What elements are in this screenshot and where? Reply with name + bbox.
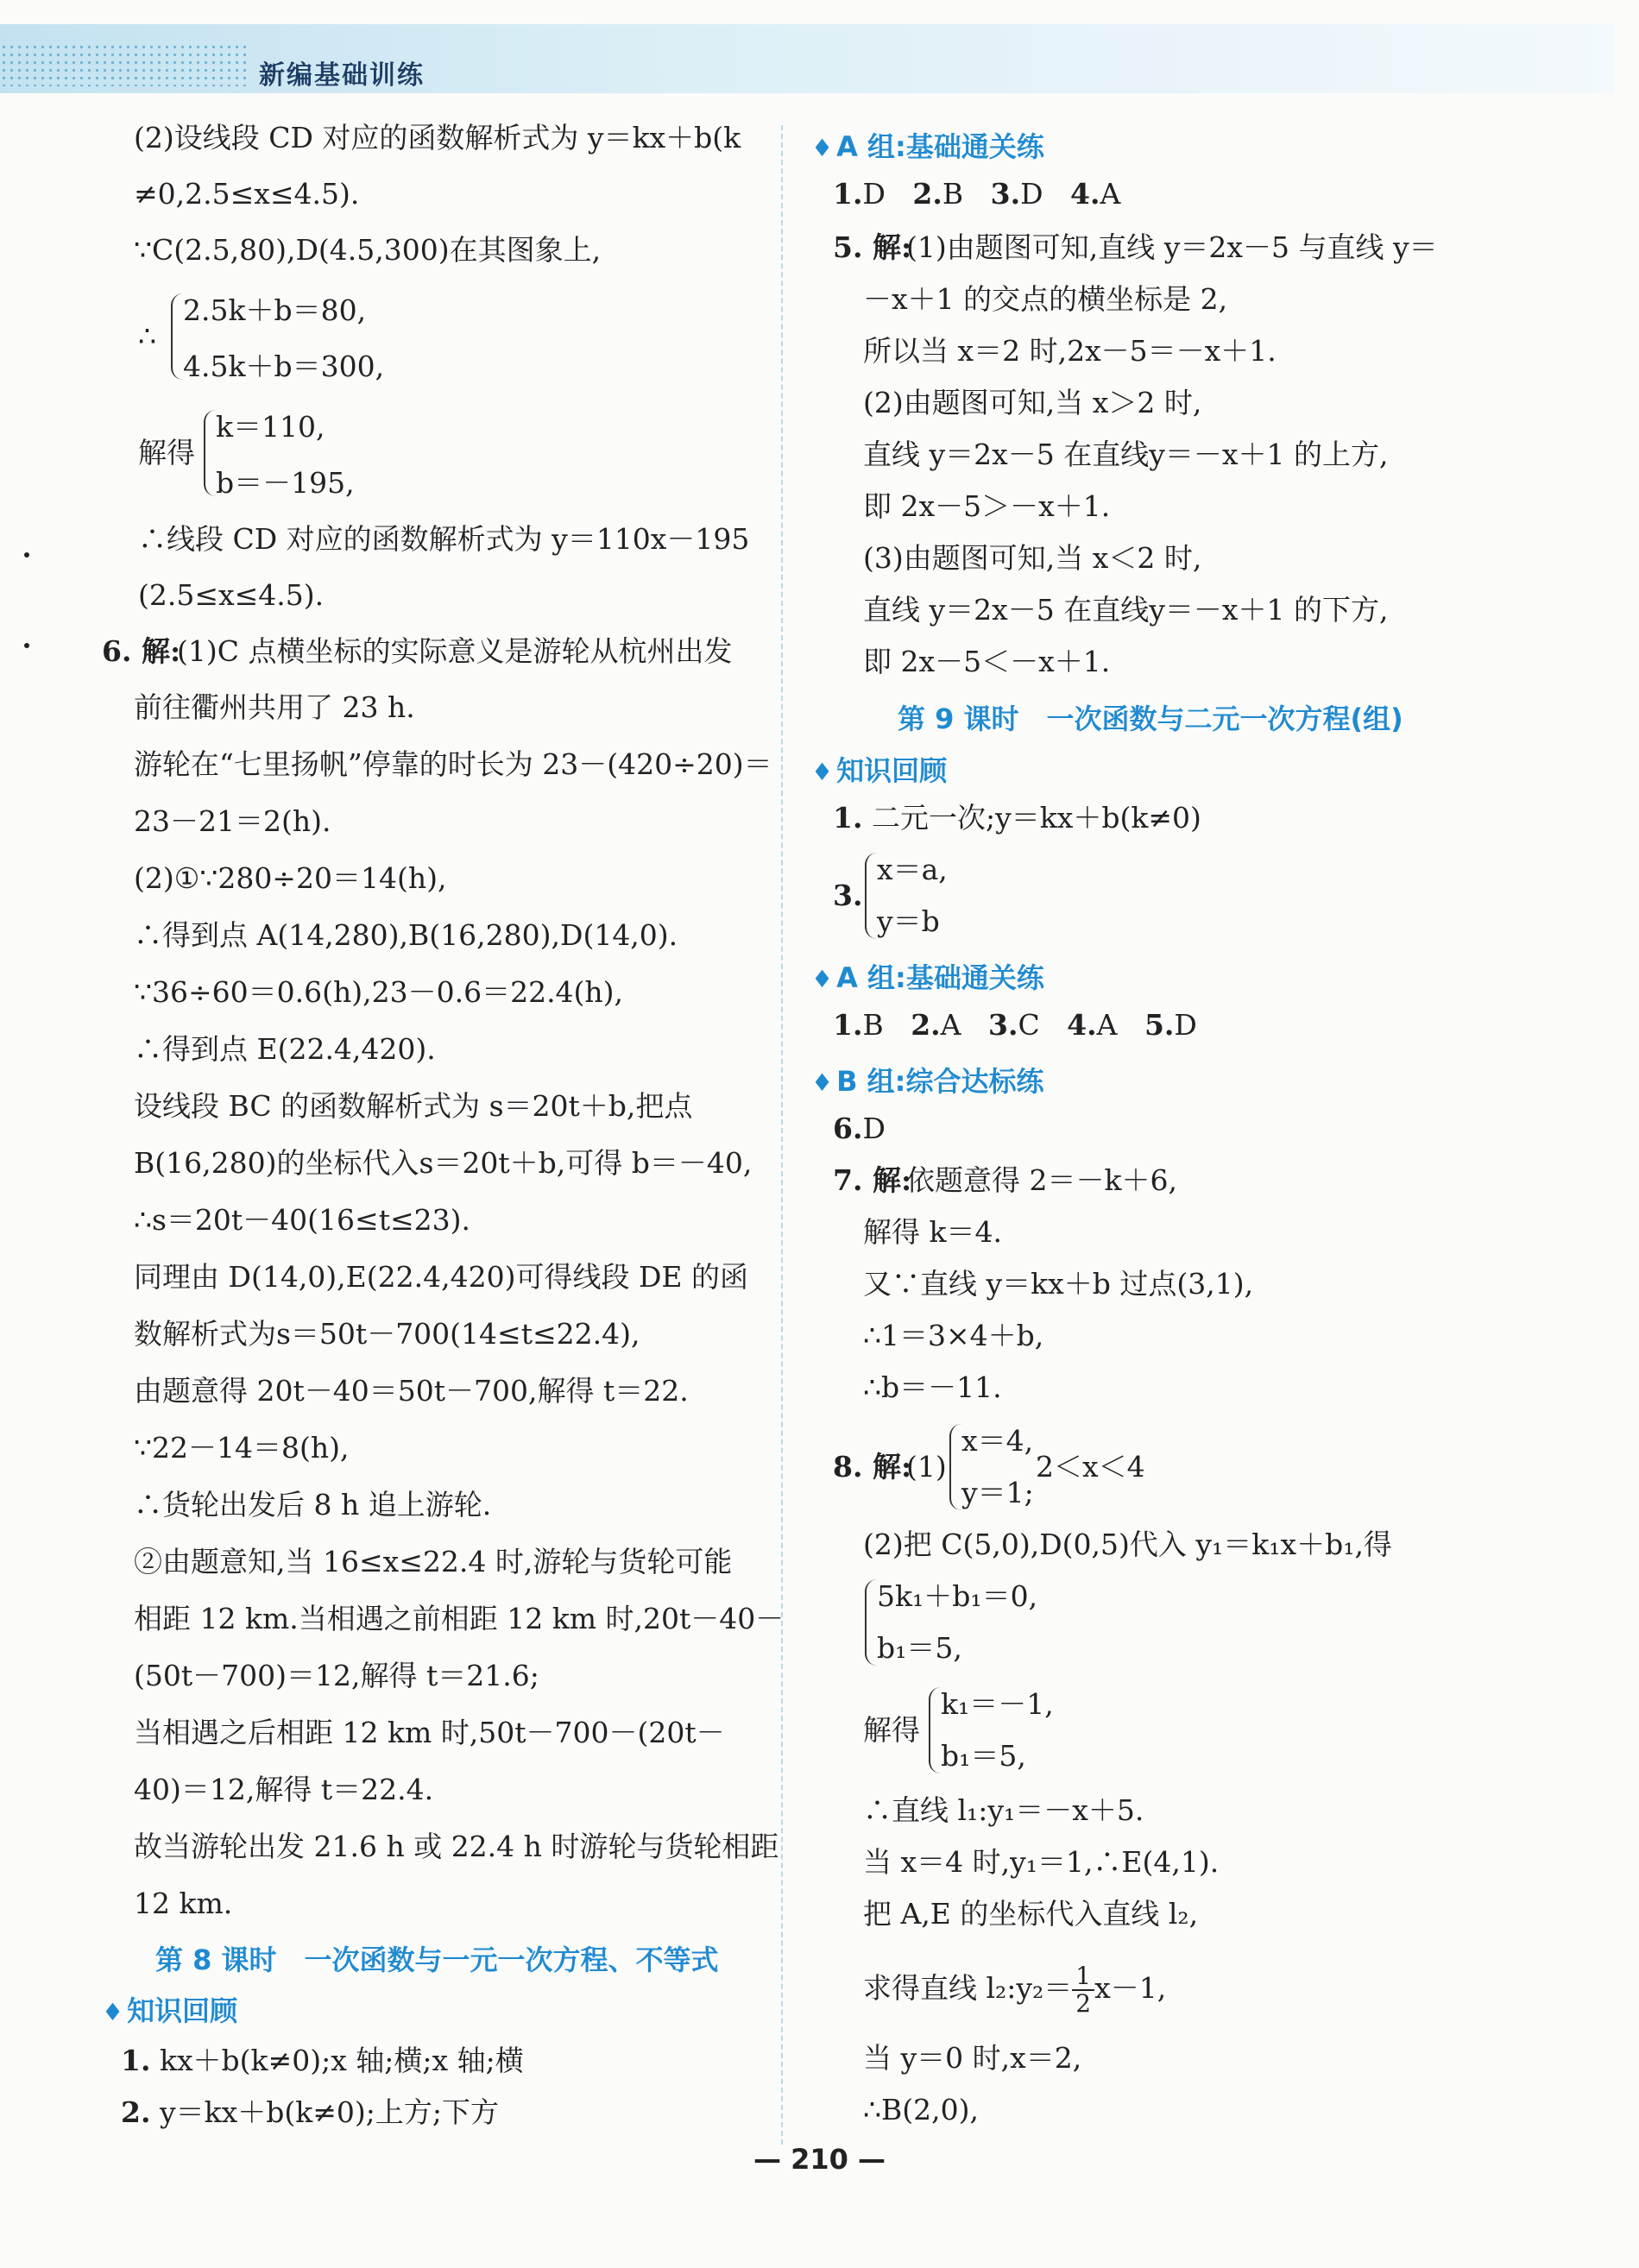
text-line: ∴线段 CD 对应的函数解析式为 y＝110x－195 (138, 522, 750, 556)
diamond-icon: ♦ (811, 965, 834, 993)
text-line: (2)由题图可知,当 x＞2 时, (863, 386, 1202, 419)
equation-line: 5k₁＋b₁＝0, (877, 1579, 1038, 1613)
solve-label: 解得 (138, 436, 195, 469)
fraction-denominator: 2 (1075, 1989, 1092, 2018)
equation-line: k＝110, (216, 410, 325, 444)
text-line (863, 1963, 1166, 2017)
equation-line: x＝a, (877, 853, 948, 886)
text-line: 由题意得 20t－40＝50t－700,解得 t＝22. (134, 1374, 689, 1408)
text-line: 同理由 D(14,0),E(22.4,420)可得线段 DE 的函 (134, 1260, 748, 1294)
text-line: 前往衢州共用了 23 h. (134, 690, 415, 724)
item-number: 5. (1144, 1008, 1175, 1042)
item-number: 2. (911, 1008, 941, 1042)
answer: B (942, 177, 964, 211)
answer: C (1018, 1008, 1040, 1042)
answer: D (1020, 177, 1043, 211)
item-number: 3. (990, 177, 1021, 211)
section-title (811, 956, 1044, 996)
item-text: kx＋b(k≠0);x 轴;横;x 轴;横 (159, 2044, 524, 2077)
text-segment: x－1, (1094, 1971, 1167, 2005)
therefore-symbol: ∴ (138, 319, 156, 353)
text-line: 12 km. (134, 1887, 233, 1920)
item-number: 3. (987, 1008, 1018, 1042)
text-line: ②由题意知,当 16≤x≤22.4 时,游轮与货轮可能 (134, 1545, 733, 1578)
margin-dot (24, 552, 29, 558)
equation-line: y＝1; (961, 1476, 1034, 1509)
diamond-icon: ♦ (811, 134, 834, 162)
equation-line: 4.5k＋b＝300, (183, 350, 385, 383)
equation-line: b₁＝5, (941, 1739, 1026, 1773)
item-number: 2. (912, 177, 942, 211)
text-line: (2.5≤x≤4.5). (138, 578, 325, 612)
question-number: 6. 解: (102, 634, 181, 668)
text-line: ∴1＝3×4＋b, (863, 1319, 1044, 1352)
text-segment: 求得直线 l₂:y₂＝ (863, 1971, 1073, 2005)
text-line: (2)把 C(5,0),D(0,5)代入 y₁＝k₁x＋b₁,得 (863, 1528, 1392, 1561)
section-label: A 组:基础通关练 (836, 130, 1044, 163)
text-line: 依题意得 2＝－k＋6, (906, 1163, 1177, 1197)
lesson-title: 第 9 课时 一次函数与二元一次方程(组) (898, 702, 1403, 735)
equation-line: k₁＝－1, (941, 1687, 1054, 1721)
text-line: ∴b＝－11. (863, 1370, 1002, 1404)
item-number: 3. (833, 879, 863, 912)
list-item (833, 801, 1201, 835)
lesson-title: 第 8 课时 一次函数与一元一次方程、不等式 (155, 1944, 719, 1976)
text-line: (50t－700)＝12,解得 t＝21.6; (134, 1659, 539, 1692)
item-number: 1. (833, 801, 863, 835)
text-line: 游轮在“七里扬帆”停靠的时长为 23－(420÷20)＝ (134, 747, 772, 781)
header-title: 新编基础训练 (259, 60, 425, 91)
fraction-numerator: 1 (1072, 1963, 1094, 1991)
equation-line: x＝4, (961, 1424, 1034, 1458)
section-title (811, 1060, 1043, 1099)
answer: D (862, 1112, 886, 1145)
text-line: －x＋1 的交点的横坐标是 2, (863, 282, 1228, 316)
item-text: y＝kx＋b(k≠0);上方;下方 (159, 2095, 499, 2129)
text-line: ∴货轮出发后 8 h 追上游轮. (134, 1488, 492, 1521)
header-dots (0, 43, 250, 86)
text-line: 40)＝12,解得 t＝22.4. (134, 1773, 434, 1806)
answer-row (833, 177, 1120, 211)
text-line: (3)由题图可知,当 x＜2 时, (863, 541, 1202, 575)
column-divider (781, 125, 783, 2145)
answer: D (862, 177, 886, 211)
text-line: 2＜x＜4 (1036, 1450, 1145, 1484)
margin-dot (24, 643, 29, 648)
text-line: 所以当 x＝2 时,2x－5＝－x＋1. (863, 334, 1277, 368)
text-line: 又∵直线 y＝kx＋b 过点(3,1), (863, 1267, 1254, 1301)
diamond-icon: ♦ (102, 1998, 124, 2026)
diamond-icon: ♦ (811, 758, 834, 786)
text-line: 故当游轮出发 21.6 h 或 22.4 h 时游轮与货轮相距 (134, 1830, 779, 1863)
text-line: B(16,280)的坐标代入s＝20t＋b,可得 b＝－40, (134, 1146, 753, 1180)
fraction (1072, 1963, 1094, 2017)
equation-line: b₁＝5, (877, 1631, 962, 1665)
item-text: 二元一次;y＝kx＋b(k≠0) (871, 801, 1201, 835)
answer: A (940, 1008, 961, 1042)
item-number: 1. (121, 2044, 151, 2077)
section-label: 知识回顾 (127, 1994, 238, 2027)
text-line: ∵C(2.5,80),D(4.5,300)在其图象上, (134, 233, 602, 267)
text-line: ∴s＝20t－40(16≤t≤23). (134, 1203, 470, 1237)
equation-line: b＝－195, (216, 466, 355, 500)
item-number: 4. (1067, 1008, 1097, 1042)
text-line: 当 x＝4 时,y₁＝1,∴E(4,1). (863, 1845, 1220, 1879)
text-line: ∴直线 l₁:y₁＝－x＋5. (863, 1793, 1144, 1827)
text-line: 直线 y＝2x－5 在直线y＝－x＋1 的下方, (863, 593, 1389, 627)
answer: A (1096, 1008, 1118, 1042)
equation-line: y＝b (877, 904, 940, 938)
text-line: 解得 k＝4. (863, 1215, 1002, 1249)
item-number: 2. (121, 2095, 151, 2129)
solve-label: 解得 (863, 1713, 920, 1747)
text-line: 当 y＝0 时,x＝2, (863, 2041, 1082, 2075)
page-number: — 210 — (753, 2143, 886, 2176)
section-title (811, 125, 1044, 165)
item-number: 6. (833, 1112, 863, 1145)
item-number: 1. (833, 1008, 863, 1042)
question-number: 5. 解: (833, 230, 912, 264)
text-line: 23－21＝2(h). (134, 804, 331, 838)
text-line: (1)C 点横坐标的实际意义是游轮从杭州出发 (177, 634, 733, 668)
text-line: 相距 12 km.当相遇之前相距 12 km 时,20t－40－ (134, 1602, 785, 1635)
section-label: A 组:基础通关练 (836, 961, 1044, 994)
text-line: ∵22－14＝8(h), (134, 1431, 350, 1465)
question-number: 8. 解: (833, 1450, 912, 1484)
section-label: B 组:综合达标练 (836, 1065, 1044, 1098)
text-line: ∵36÷60＝0.6(h),23－0.6＝22.4(h), (134, 975, 624, 1009)
text-line: ≠0,2.5≤x≤4.5). (134, 177, 360, 211)
text-line: (1) (906, 1450, 947, 1484)
section-label: 知识回顾 (836, 754, 948, 787)
text-line: 当相遇之后相距 12 km 时,50t－700－(20t－ (134, 1716, 725, 1749)
item-number: 1. (833, 177, 863, 211)
text-line: ∴B(2,0), (863, 2093, 979, 2126)
text-line: 直线 y＝2x－5 在直线y＝－x＋1 的上方, (863, 438, 1389, 471)
section-title (102, 1989, 237, 2029)
text-line: (1)由题图可知,直线 y＝2x－5 与直线 y＝ (906, 230, 1438, 264)
answer: A (1100, 177, 1121, 211)
section-title (811, 749, 947, 789)
text-line: (2)①∵280÷20＝14(h), (134, 861, 447, 895)
text-line: ∴得到点 E(22.4,420). (134, 1032, 436, 1066)
text-line: 设线段 BC 的函数解析式为 s＝20t＋b,把点 (134, 1089, 693, 1123)
list-item (121, 2095, 499, 2130)
text-line: 即 2x－5＞－x＋1. (863, 489, 1111, 523)
text-line: 把 A,E 的坐标代入直线 l₂, (863, 1897, 1199, 1931)
equation-line: 2.5k＋b＝80, (183, 293, 367, 327)
text-line: ∴得到点 A(14,280),B(16,280),D(14,0). (134, 918, 678, 952)
question-number: 7. 解: (833, 1163, 912, 1197)
list-item (121, 2044, 524, 2078)
answer: D (1174, 1008, 1197, 1042)
answer: B (862, 1008, 884, 1042)
text-line: (2)设线段 CD 对应的函数解析式为 y＝kx＋b(k (134, 121, 741, 154)
answer-row (833, 1112, 886, 1146)
text-line: 即 2x－5＜－x＋1. (863, 645, 1111, 678)
diamond-icon: ♦ (811, 1068, 834, 1097)
text-line: 数解析式为s＝50t－700(14≤t≤22.4), (134, 1317, 640, 1351)
item-number: 4. (1070, 177, 1100, 211)
answer-row (833, 1008, 1197, 1043)
